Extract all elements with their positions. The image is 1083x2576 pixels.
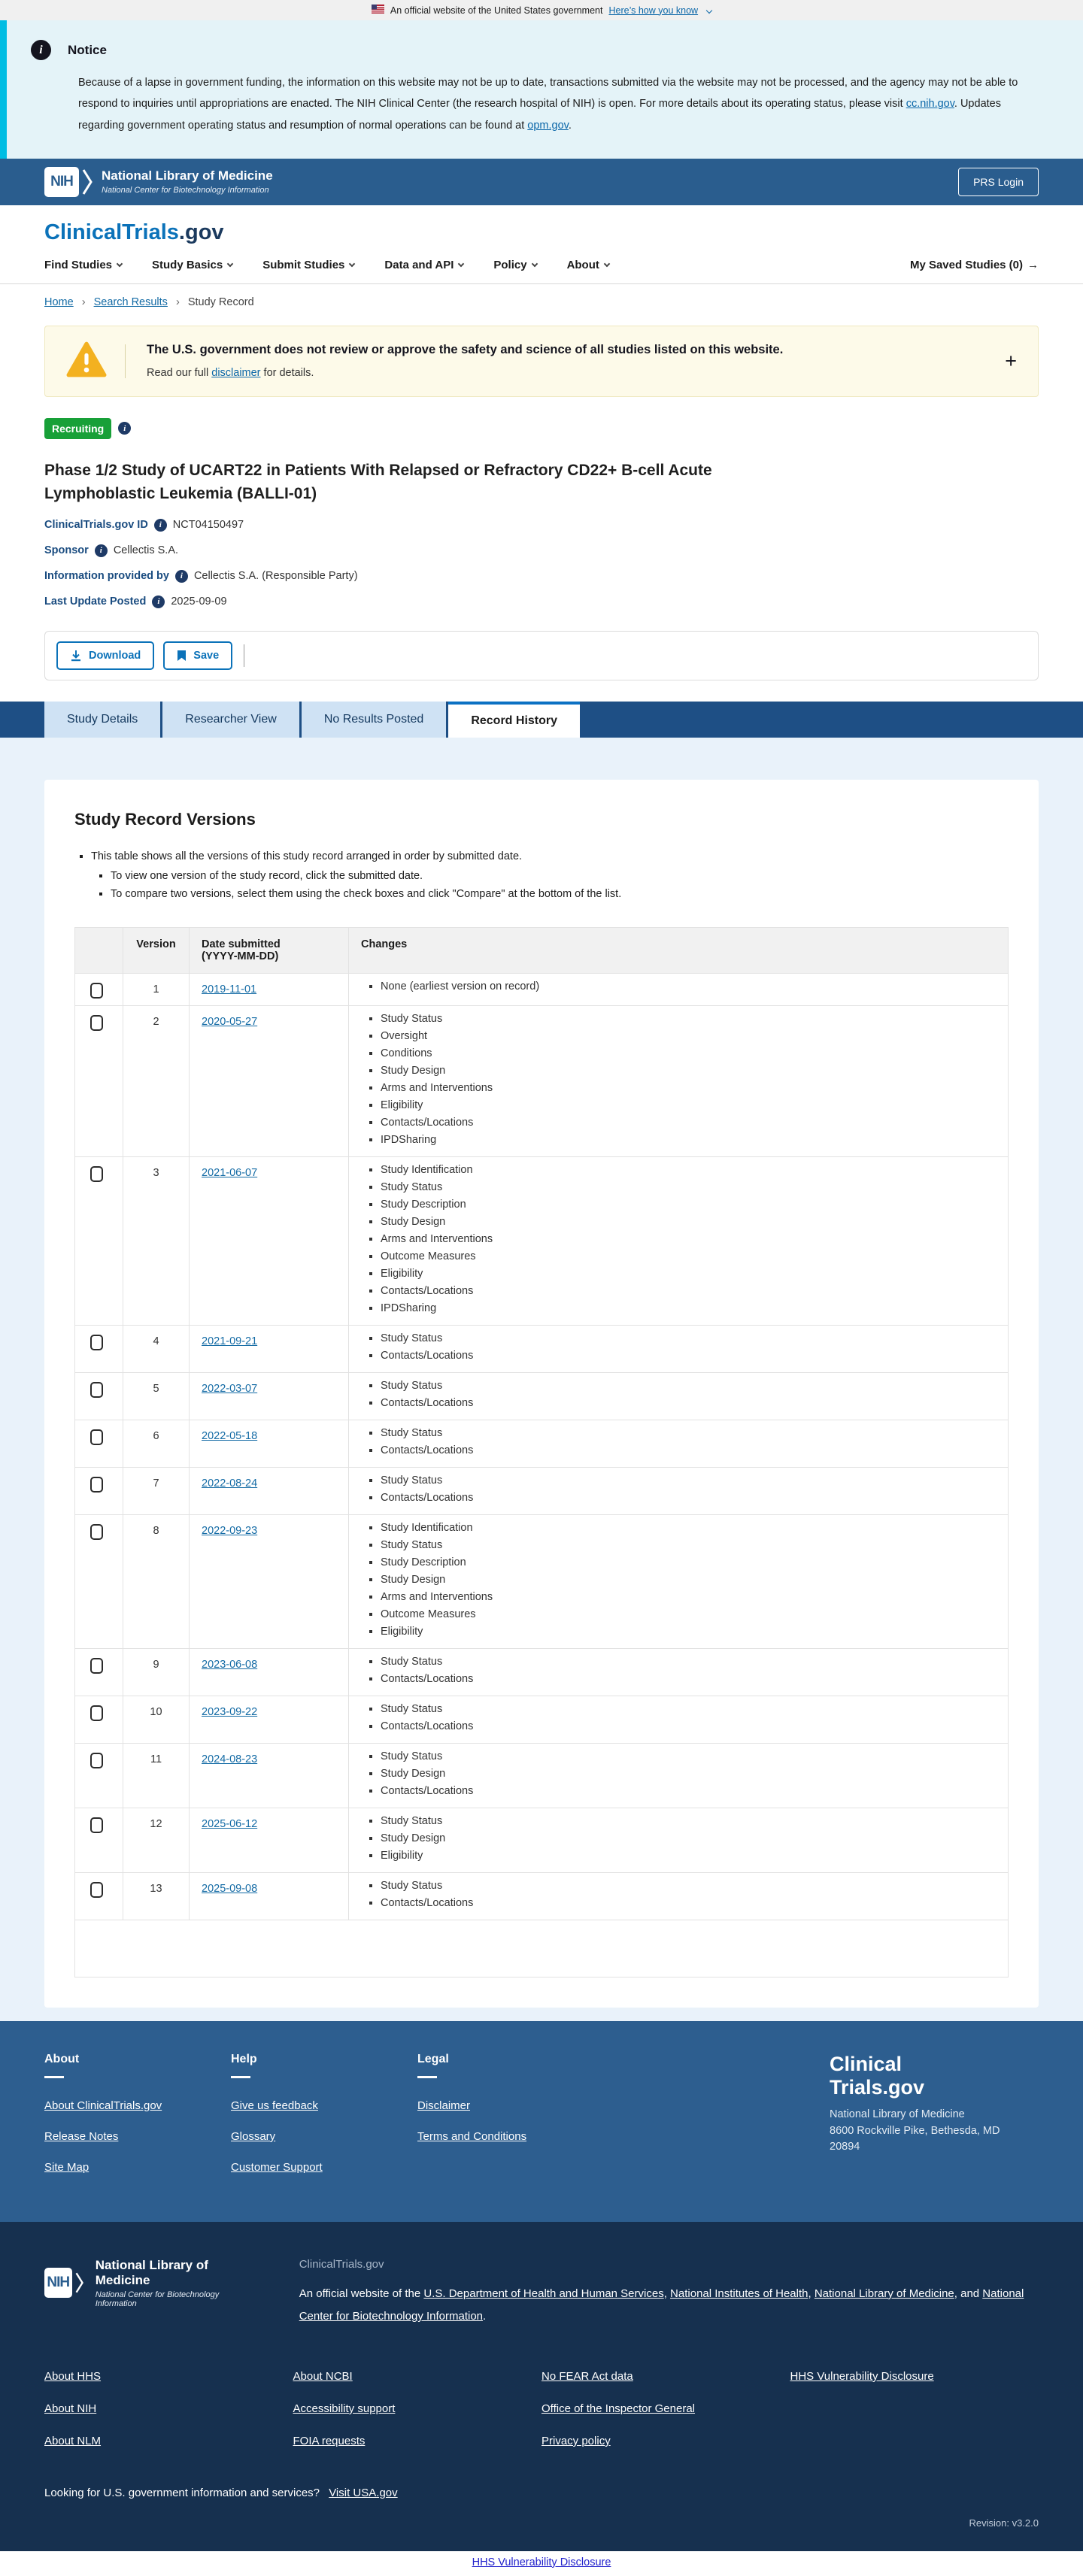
change-item: ▪ Study Status: [381, 1472, 996, 1490]
version-checkbox[interactable]: [90, 1477, 103, 1493]
info-icon: i: [31, 40, 51, 60]
version-number: 1: [123, 973, 190, 1005]
change-item: ▪ Study Description: [381, 1196, 996, 1214]
accessibility-link[interactable]: Accessibility support: [293, 2402, 396, 2415]
disclaimer-text: for details.: [260, 367, 314, 380]
notice-title: Notice: [68, 42, 107, 57]
table-row: [75, 1872, 1009, 1920]
actions-bar: [44, 631, 1039, 680]
notice-section: [0, 20, 1083, 159]
tab-record-history[interactable]: Record History: [448, 702, 580, 738]
change-item: ▪ Study Design: [381, 1571, 996, 1589]
bottom-strip: [0, 2551, 1083, 2576]
official-text: An official website of the: [299, 2287, 424, 2300]
change-item: ▪ Study Design: [381, 1830, 996, 1847]
address-line: 20894: [830, 2141, 860, 2153]
info-icon[interactable]: i: [152, 596, 165, 608]
version-checkbox[interactable]: [90, 983, 103, 999]
footer-logo-line2: Trials.gov: [830, 2075, 925, 2099]
info-icon[interactable]: i: [118, 422, 131, 435]
version-number: 7: [123, 1467, 190, 1514]
change-item: ▪ Outcome Measures: [381, 1248, 996, 1265]
table-row: [75, 1467, 1009, 1514]
arrow-right-icon: →: [1027, 258, 1039, 271]
footer-link-about-ctgov[interactable]: About ClinicalTrials.gov: [44, 2099, 162, 2112]
footer-col-title: Help: [231, 2053, 417, 2078]
change-item: ▪ Contacts/Locations: [381, 1347, 996, 1365]
table-row: [75, 1743, 1009, 1808]
official-text: ,: [808, 2287, 815, 2300]
change-item: ▪ Contacts/Locations: [381, 1490, 996, 1507]
nav-data-and-api[interactable]: [384, 259, 463, 271]
meta-label: Information provided by: [44, 570, 169, 583]
oig-link[interactable]: Office of the Inspector General: [542, 2402, 696, 2415]
change-item: ▪ None (earliest version on record): [381, 978, 996, 996]
nav-label: Policy: [493, 258, 527, 271]
footer-link-glossary[interactable]: Glossary: [231, 2129, 276, 2143]
us-flag-icon: [372, 5, 384, 16]
chevron-down-icon: [227, 261, 233, 267]
version-date-link[interactable]: 2022-08-24: [202, 1477, 258, 1490]
nav-label: Study Basics: [152, 258, 223, 271]
address-line: 8600 Rockville Pike, Bethesda, MD: [830, 2124, 1000, 2137]
change-item: ▪ Study Status: [381, 1011, 996, 1028]
intro-item: [91, 847, 1009, 906]
table-footer-row: [75, 1920, 1009, 1977]
nlm-title: National Library of Medicine: [102, 168, 273, 183]
main-content: [44, 326, 1039, 680]
change-item: ▪ Study Design: [381, 1062, 996, 1080]
hhs-vulnerability-bottom-link[interactable]: HHS Vulnerability Disclosure: [472, 2556, 611, 2568]
nav-policy[interactable]: [493, 259, 536, 271]
version-number: 5: [123, 1372, 190, 1420]
official-text: ,: [663, 2287, 671, 2300]
about-hhs-link[interactable]: About HHS: [44, 2369, 102, 2383]
meta-row: [44, 544, 1039, 557]
tab-researcher-view[interactable]: Researcher View: [162, 702, 299, 738]
version-date-link[interactable]: 2025-09-08: [202, 1882, 258, 1895]
tab-bar: [0, 702, 1083, 738]
table-header-row: [75, 927, 1009, 973]
breadcrumb-current: Study Record: [187, 295, 254, 308]
footer-col-title: About: [44, 2053, 231, 2078]
version-number: 12: [123, 1808, 190, 1872]
footer-link-disclaimer[interactable]: Disclaimer: [417, 2099, 471, 2112]
compare-footer-cell: [75, 1920, 1009, 1977]
nav-find-studies[interactable]: [44, 259, 122, 271]
change-item: ▪ Contacts/Locations: [381, 1671, 996, 1688]
change-item: ▪ Arms and Interventions: [381, 1589, 996, 1606]
versions-card: [44, 780, 1039, 2008]
about-ncbi-link[interactable]: About NCBI: [293, 2369, 353, 2383]
page-title: Phase 1/2 Study of UCART22 in Patients With Relapsed or Refractory CD22+ B-cell Acute Lymphoblastic Leukemia (BALLI-01): [44, 461, 712, 503]
nct-id: NCT04150497: [172, 519, 244, 532]
meta-label: Last Update Posted: [44, 596, 147, 608]
disclaimer-banner: [44, 326, 1039, 397]
change-item: ▪ Study Design: [381, 1214, 996, 1231]
nih-logo-box: NIH: [44, 167, 79, 197]
version-number: 2: [123, 1005, 190, 1156]
change-item: ▪ Contacts/Locations: [381, 1718, 996, 1735]
version-checkbox[interactable]: [90, 1705, 103, 1721]
download-label: Download: [89, 649, 141, 662]
nih-logo-swoosh: [82, 168, 93, 196]
change-item: ▪ Arms and Interventions: [381, 1231, 996, 1248]
footer-links-col3: [542, 2370, 790, 2467]
official-text: .: [483, 2309, 487, 2323]
nav-label: Submit Studies: [262, 258, 345, 271]
main-nav: [44, 259, 1039, 283]
breadcrumb-search-results[interactable]: Search Results: [93, 295, 168, 308]
address-line: National Library of Medicine: [830, 2108, 965, 2120]
nlm-brand-text: [102, 168, 273, 195]
tab-study-details[interactable]: Study Details: [44, 702, 160, 738]
table-row: [75, 1420, 1009, 1467]
footer-links-col4: [790, 2370, 1039, 2467]
change-item: ▪ Study Description: [381, 1554, 996, 1571]
my-saved-studies-link[interactable]: [910, 259, 1039, 271]
footer-legal-col: [417, 2053, 604, 2192]
table-row: [75, 1005, 1009, 1156]
footer-mid: [0, 2021, 1083, 2222]
table-row: [75, 1514, 1009, 1648]
chevron-down-icon: [706, 7, 712, 13]
clinicaltrials-logo[interactable]: [44, 220, 1039, 245]
nav-study-basics[interactable]: [152, 259, 232, 271]
change-item: ▪ Study Status: [381, 1537, 996, 1554]
chevron-down-icon: [531, 261, 537, 267]
table-row: [75, 1372, 1009, 1420]
footer-address: [830, 2107, 1039, 2156]
disclaimer-text: Read our full: [147, 367, 212, 380]
privacy-policy-link[interactable]: Privacy policy: [542, 2434, 611, 2447]
header-date-line2: (YYYY-MM-DD): [202, 950, 279, 962]
ncbi-subtitle: National Center for Biotechnology Information: [102, 186, 269, 195]
nih-logo-swoosh: [75, 2268, 83, 2297]
version-number: 3: [123, 1156, 190, 1325]
disclaimer-sub: [147, 367, 783, 379]
change-item: ▪ Study Status: [381, 1877, 996, 1895]
version-date-link[interactable]: 2021-09-21: [202, 1335, 258, 1347]
change-item: ▪ IPDSharing: [381, 1300, 996, 1317]
version-date-link[interactable]: 2019-11-01: [202, 983, 257, 996]
change-item: ▪ Study Status: [381, 1330, 996, 1347]
nlm-link[interactable]: National Library of Medicine: [814, 2287, 954, 2300]
chevron-down-icon: [349, 261, 355, 267]
last-update-value: 2025-09-09: [171, 596, 227, 608]
change-item: ▪ Study Status: [381, 1748, 996, 1765]
change-item: ▪ Oversight: [381, 1028, 996, 1045]
record-history-section: [0, 738, 1083, 2021]
version-date-link[interactable]: 2020-05-27: [202, 1015, 258, 1028]
intro-list: [74, 847, 1009, 906]
cc-nih-link[interactable]: cc.nih.gov: [906, 98, 954, 111]
change-item: ▪ Study Status: [381, 1701, 996, 1718]
save-label: Save: [193, 649, 220, 662]
no-fear-act-link[interactable]: No FEAR Act data: [542, 2369, 633, 2383]
prs-login-button[interactable]: PRS Login: [958, 168, 1039, 196]
footer-help-col: [231, 2053, 417, 2192]
opm-link[interactable]: opm.gov: [527, 119, 569, 132]
notice-text: . Updates regarding government operating status and resumption of normal operations can be found at: [78, 98, 1001, 132]
breadcrumb: [44, 284, 1039, 318]
nav-about[interactable]: [567, 259, 609, 271]
change-item: ▪ Contacts/Locations: [381, 1442, 996, 1459]
warning-triangle-icon: [66, 341, 107, 381]
chevron-down-icon: [117, 261, 123, 267]
change-item: ▪ Contacts/Locations: [381, 1783, 996, 1800]
intro-text: This table shows all the versions of this study record arranged in order by submitted date.: [91, 850, 523, 862]
version-checkbox[interactable]: [90, 1166, 103, 1182]
version-number: 11: [123, 1743, 190, 1808]
table-row: [75, 1808, 1009, 1872]
header-date-line1: Date submitted: [202, 938, 281, 950]
version-number: 8: [123, 1514, 190, 1648]
change-item: ▪ Study Status: [381, 1179, 996, 1196]
version-checkbox[interactable]: [90, 1658, 103, 1674]
change-item: ▪ Eligibility: [381, 1847, 996, 1865]
chevron-down-icon: [458, 261, 464, 267]
version-date-link[interactable]: 2023-09-22: [202, 1705, 258, 1718]
meta-row: [44, 570, 1039, 583]
notice-body: [78, 72, 1048, 136]
nav-label: Data and API: [384, 258, 454, 271]
nav-label: Find Studies: [44, 258, 112, 271]
version-number: 13: [123, 1872, 190, 1920]
change-item: ▪ Eligibility: [381, 1623, 996, 1641]
change-item: ▪ Study Status: [381, 1377, 996, 1395]
about-nlm-link[interactable]: About NLM: [44, 2434, 102, 2447]
version-checkbox[interactable]: [90, 1524, 103, 1540]
meta-label: Sponsor: [44, 544, 89, 557]
chevron-down-icon: [604, 261, 610, 267]
nih-logo[interactable]: [44, 2258, 232, 2308]
footer-col-title: Legal: [417, 2053, 604, 2078]
footer-link-release-notes[interactable]: Release Notes: [44, 2129, 119, 2143]
disclaimer-title: The U.S. government does not review or approve the safety and science of all studies listed on this website.: [147, 343, 784, 357]
expand-plus-icon[interactable]: +: [1005, 349, 1017, 372]
gov-banner: [0, 0, 1083, 20]
nih-logo-box: NIH: [44, 2268, 72, 2298]
breadcrumb-separator: ›: [81, 295, 86, 308]
change-item: ▪ Arms and Interventions: [381, 1080, 996, 1097]
info-icon[interactable]: i: [175, 570, 188, 583]
meta-row: [44, 519, 1039, 532]
change-item: ▪ Study Status: [381, 1653, 996, 1671]
change-item: ▪ Eligibility: [381, 1097, 996, 1114]
meta-row: [44, 596, 1039, 608]
nav-label: About: [566, 258, 599, 271]
revision-label: Revision: v3.2.0: [969, 2517, 1039, 2529]
foia-link[interactable]: FOIA requests: [293, 2434, 366, 2447]
visit-usagov-link[interactable]: Visit USA.gov: [329, 2486, 398, 2499]
version-number: 4: [123, 1325, 190, 1372]
footer-brand: [830, 2053, 1039, 2192]
version-checkbox[interactable]: [90, 1335, 103, 1350]
intro-subitem: ▪ To view one version of the study record, click the submitted date.: [111, 867, 1009, 885]
version-checkbox[interactable]: [90, 1753, 103, 1768]
divider: [125, 344, 126, 378]
meta-label: ClinicalTrials.gov ID: [44, 519, 148, 532]
footer-link-feedback[interactable]: Give us feedback: [231, 2099, 318, 2112]
section-title: Study Record Versions: [74, 809, 256, 829]
download-icon: [70, 650, 82, 662]
version-date-link[interactable]: 2022-09-23: [202, 1524, 258, 1537]
download-button[interactable]: [56, 641, 154, 670]
version-date-link[interactable]: 2022-03-07: [202, 1382, 258, 1395]
nih-link[interactable]: National Institutes of Health: [670, 2287, 808, 2300]
footer-about-col: [44, 2053, 231, 2192]
version-checkbox[interactable]: [90, 1817, 103, 1833]
notice-text: Because of a lapse in government funding, the information on this website may not be up to date, transactions submitted via the website may not be processed, and the agency may not be able to respond to inquiries until appropriations are enacted. The NIH Clinical Center (the research hospital of NIH) is open. For more details about its operating status, please visit: [78, 77, 1018, 111]
breadcrumb-home[interactable]: Home: [44, 295, 74, 308]
sponsor-value: Cellectis S.A.: [113, 544, 179, 557]
about-nih-link[interactable]: About NIH: [44, 2402, 97, 2415]
version-date-link[interactable]: 2024-08-23: [202, 1753, 258, 1765]
change-item: ▪ IPDSharing: [381, 1132, 996, 1149]
change-item: ▪ Contacts/Locations: [381, 1395, 996, 1412]
hhs-vulnerability-link[interactable]: HHS Vulnerability Disclosure: [790, 2369, 934, 2383]
breadcrumb-separator: ›: [175, 295, 180, 308]
save-button[interactable]: [163, 641, 232, 670]
version-number: 9: [123, 1648, 190, 1696]
footer-link-customer-support[interactable]: Customer Support: [231, 2160, 323, 2174]
change-item: ▪ Study Identification: [381, 1520, 996, 1537]
table-row: [75, 1156, 1009, 1325]
change-item: ▪ Study Status: [381, 1813, 996, 1830]
header-version: Version: [123, 927, 190, 973]
version-date-link[interactable]: 2025-06-12: [202, 1817, 258, 1830]
version-checkbox[interactable]: [90, 1429, 103, 1445]
table-row: [75, 1325, 1009, 1372]
footer-link-terms[interactable]: Terms and Conditions: [417, 2129, 527, 2143]
change-item: ▪ Contacts/Locations: [381, 1895, 996, 1912]
table-row: [75, 1648, 1009, 1696]
intro-subitem: ▪ To compare two versions, select them using the check boxes and click "Compare" at the bottom of the list.: [111, 885, 1009, 903]
footer-logo-line1: Clinical: [830, 2052, 902, 2075]
version-checkbox[interactable]: [90, 1382, 103, 1398]
how-you-know-link[interactable]: Here’s how you know: [608, 5, 699, 16]
bookmark-icon: [177, 650, 187, 662]
change-item: ▪ Study Design: [381, 1765, 996, 1783]
table-row: [75, 973, 1009, 1005]
gov-banner-text: An official website of the United States government: [390, 5, 603, 16]
nlm-brand-text: [96, 2258, 232, 2308]
version-date-link[interactable]: 2023-06-08: [202, 1658, 258, 1671]
official-text: , and: [954, 2287, 983, 2300]
version-date-link[interactable]: 2022-05-18: [202, 1429, 258, 1442]
versions-rows: [75, 973, 1009, 1920]
notice-text: .: [568, 119, 572, 132]
header-date: [190, 927, 349, 973]
nav-submit-studies[interactable]: [262, 259, 354, 271]
version-number: 10: [123, 1696, 190, 1743]
disclaimer-link[interactable]: disclaimer: [211, 367, 261, 380]
logo-text-blue: ClinicalTrials: [44, 220, 179, 244]
version-number: 6: [123, 1420, 190, 1467]
footer-official-text: [299, 2283, 1039, 2328]
nlm-title: National Library of Medicine: [95, 2257, 208, 2287]
footer-links-col1: [44, 2370, 293, 2467]
change-item: ▪ Study Status: [381, 1425, 996, 1442]
footer-links-grid: [44, 2370, 1039, 2467]
change-item: ▪ Eligibility: [381, 1265, 996, 1283]
saved-label: My Saved Studies (0): [909, 258, 1023, 271]
version-checkbox[interactable]: [90, 1015, 103, 1031]
logo-text-gov: .gov: [178, 220, 224, 244]
change-item: ▪ Outcome Measures: [381, 1606, 996, 1623]
table-row: [75, 1696, 1009, 1743]
change-item: ▪ Contacts/Locations: [381, 1283, 996, 1300]
change-item: ▪ Study Identification: [381, 1162, 996, 1179]
footer-links-col2: [293, 2370, 542, 2467]
status-badge: Recruiting: [44, 418, 111, 439]
ncbi-link[interactable]: National Center for Biotechnology Information: [299, 2287, 1024, 2323]
header-changes: Changes: [349, 927, 1009, 973]
footer-dark: [0, 2222, 1083, 2551]
usa-gov-row: [44, 2487, 1039, 2499]
change-item: ▪ Contacts/Locations: [381, 1114, 996, 1132]
change-item: ▪ Conditions: [381, 1045, 996, 1062]
versions-table: [74, 927, 1009, 1977]
provider-value: Cellectis S.A. (Responsible Party): [193, 570, 358, 583]
status-row: [44, 418, 1039, 439]
tab-no-results-posted[interactable]: No Results Posted: [302, 702, 447, 738]
version-checkbox[interactable]: [90, 1882, 103, 1898]
hhs-link[interactable]: U.S. Department of Health and Human Services: [423, 2287, 664, 2300]
info-icon[interactable]: i: [95, 544, 108, 557]
usa-gov-question: Looking for U.S. government information and services?: [44, 2486, 320, 2499]
info-icon[interactable]: i: [154, 519, 167, 532]
footer-link-site-map[interactable]: Site Map: [44, 2160, 89, 2174]
header-checkbox-col: [75, 927, 123, 973]
ncbi-subtitle: National Center for Biotechnology Information: [95, 2290, 220, 2308]
nih-logo[interactable]: [44, 167, 93, 197]
site-header: [0, 205, 1083, 284]
footer-site-name: ClinicalTrials.gov: [299, 2257, 384, 2271]
version-date-link[interactable]: 2021-06-07: [202, 1166, 258, 1179]
nlm-header: [0, 159, 1083, 205]
